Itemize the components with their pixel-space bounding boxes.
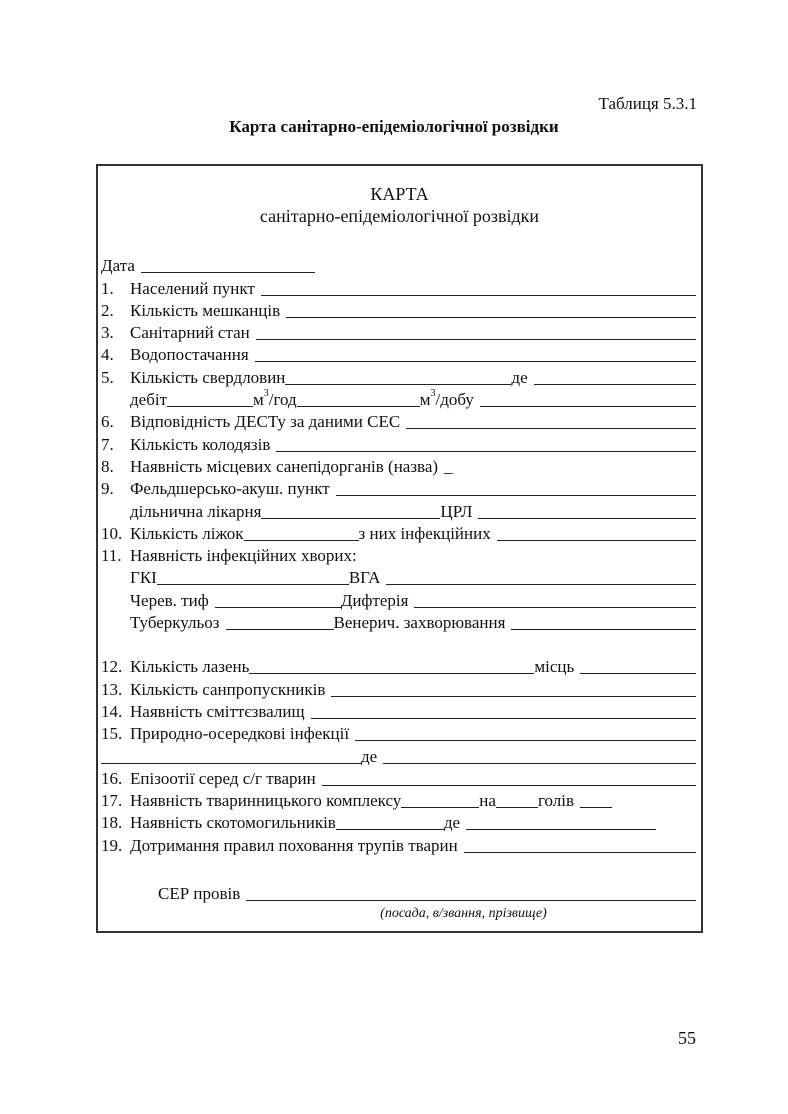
sanitary-card-form (96, 164, 703, 933)
unit-per-day: $м^3$/добу (419, 388, 474, 410)
epizootics-field[interactable] (322, 768, 696, 786)
form-row-5-debit (101, 388, 696, 410)
vga-label: ВГА (348, 568, 381, 588)
district-hospital-label: дільнична лікарня (130, 501, 262, 521)
item-number: 19. (101, 835, 123, 855)
sanitary-checkpoints-field[interactable] (331, 679, 696, 697)
item-label: Наявність місцевих санепідорганів (назва) (130, 456, 439, 476)
page-number: 55 (678, 1028, 696, 1048)
item-label: Природно-осередкові інфекції (130, 724, 350, 744)
local-agencies-field[interactable]: _ (444, 456, 453, 476)
item-label: Кількість санпропускників (130, 679, 326, 699)
item-number: 11. (101, 546, 122, 566)
item-label: Водопостачання (130, 345, 249, 365)
dstu-compliance-field[interactable] (406, 411, 696, 429)
form-row-9 (101, 477, 696, 499)
wells-count-field[interactable] (276, 434, 696, 452)
signature-label: СЕР провів (158, 883, 241, 903)
cattle-burial-location-field[interactable] (466, 812, 656, 830)
item-label: Наявність інфекційних хворих: (130, 546, 357, 566)
places-field[interactable] (580, 656, 696, 674)
item-label: Дотримання правил поховання трупів тварин (130, 835, 458, 855)
landfills-field[interactable] (311, 701, 696, 719)
where-label: де (361, 746, 378, 766)
typhoid-label: Черев. тиф (130, 590, 209, 610)
tuberculosis-label: Туберкульоз (130, 613, 220, 633)
carcass-burial-rules-field[interactable] (464, 835, 696, 853)
item-label: Кількість лазень (130, 657, 250, 677)
form-row-14 (101, 700, 696, 722)
livestock-complex-field[interactable] (401, 790, 479, 808)
form-row-date (101, 254, 696, 276)
form-row-1 (101, 276, 696, 298)
residents-count-field[interactable] (286, 300, 696, 318)
natural-focal-infections-extra-field[interactable] (101, 746, 361, 764)
tuberculosis-field[interactable] (226, 612, 334, 630)
item-label: Кількість ліжок (130, 523, 244, 543)
vga-field[interactable] (386, 567, 696, 585)
debit-extra-field[interactable] (480, 389, 696, 407)
form-rows (101, 254, 696, 922)
form-row-15-where (101, 744, 696, 766)
settlement-field[interactable] (261, 278, 696, 296)
diphtheria-label: Дифтерія (340, 590, 409, 610)
unit-per-hour: $м^3$/год (253, 388, 297, 410)
infectious-beds-field[interactable] (497, 523, 696, 541)
item-number: 1. (101, 278, 114, 298)
venereal-label: Венерич. захворювання (333, 613, 506, 633)
form-row-5 (101, 365, 696, 387)
baths-count-field[interactable] (249, 656, 534, 674)
signature-caption: (посада, в/звання, прізвище) (380, 905, 547, 921)
where-label: де (511, 367, 528, 387)
item-number: 17. (101, 791, 123, 811)
form-row-19 (101, 833, 696, 855)
date-label: Дата (101, 256, 135, 276)
gki-label: ГКІ (130, 568, 157, 588)
form-row-8 (101, 455, 696, 477)
crl-field[interactable] (478, 501, 696, 519)
date-field[interactable] (141, 255, 315, 273)
form-row-11 (101, 544, 696, 566)
form-row-11-tuberculosis (101, 611, 696, 633)
item-number: 18. (101, 813, 123, 833)
item-label: Наявність сміттєзвалищ (130, 701, 305, 721)
card-heading (98, 183, 701, 227)
item-number: 8. (101, 456, 114, 476)
form-row-18 (101, 811, 696, 833)
form-row-10 (101, 522, 696, 544)
item-number: 13. (101, 679, 123, 699)
places-label: місць (534, 657, 575, 677)
item-label: Населений пункт (130, 278, 255, 298)
form-row-9-hospital (101, 499, 696, 521)
livestock-heads-field[interactable] (496, 790, 538, 808)
form-row-17 (101, 789, 696, 811)
form-row-11-typhoid (101, 588, 696, 610)
debit-day-field[interactable] (297, 389, 420, 407)
diphtheria-field[interactable] (414, 590, 696, 608)
form-row-6 (101, 410, 696, 432)
form-row-13 (101, 677, 696, 699)
item-number: 10. (101, 523, 123, 543)
feldsher-point-field[interactable] (336, 478, 696, 496)
natural-focal-location-field[interactable] (383, 746, 696, 764)
card-heading-subtitle: санітарно-епідеміологічної розвідки (259, 206, 540, 226)
item-label: Кількість мешканців (130, 300, 281, 320)
on-label: на (479, 791, 496, 811)
form-row-12 (101, 655, 696, 677)
form-row-11-gki (101, 566, 696, 588)
debit-hour-field[interactable] (167, 389, 253, 407)
district-hospital-field[interactable] (261, 501, 440, 519)
item-label: Кількість колодязів (130, 434, 271, 454)
item-number: 16. (101, 768, 123, 788)
item-label: Кількість свердловин (130, 367, 286, 387)
item-label: Фельдшерсько-акуш. пункт (130, 479, 330, 499)
item-number: 3. (101, 323, 114, 343)
card-heading-title: КАРТА (370, 184, 429, 204)
sanitary-state-field[interactable] (256, 322, 696, 340)
table-number: Таблиця 5.3.1 (598, 94, 697, 113)
item-number: 14. (101, 701, 123, 721)
item-number: 2. (101, 300, 114, 320)
where-label: де (443, 813, 461, 833)
boreholes-count-field[interactable] (285, 367, 511, 385)
boreholes-location-field[interactable] (534, 367, 696, 385)
signature-field[interactable] (246, 883, 696, 901)
water-supply-field[interactable] (255, 344, 696, 362)
form-row-2 (101, 299, 696, 321)
signature-row (101, 880, 696, 904)
crl-label: ЦРЛ (440, 501, 473, 521)
item-number: 15. (101, 724, 123, 744)
form-row-16 (101, 767, 696, 789)
item-number: 7. (101, 434, 114, 454)
item-label: Наявність скотомогильників (130, 813, 336, 833)
item-number: 12. (101, 657, 123, 677)
infectious-beds-label: з них інфекційних (358, 523, 491, 543)
document-title: Карта санітарно-епідеміологічної розвідки (229, 117, 559, 136)
form-row-4 (101, 343, 696, 365)
item-number: 9. (101, 479, 114, 499)
venereal-field[interactable] (511, 612, 696, 630)
beds-count-field[interactable] (244, 523, 359, 541)
form-row-7 (101, 432, 696, 454)
heads-extra-field[interactable] (580, 790, 612, 808)
gki-field[interactable] (157, 567, 349, 585)
natural-focal-infections-field[interactable] (355, 723, 696, 741)
item-number: 6. (101, 412, 114, 432)
item-number: 4. (101, 345, 114, 365)
form-row-3 (101, 321, 696, 343)
item-label: Епізоотії серед с/г тварин (130, 768, 316, 788)
form-row-15 (101, 722, 696, 744)
item-label: Відповідність ДЕСТу за даними СЕС (130, 412, 401, 432)
item-label: Наявність тваринницького комплексу (130, 791, 402, 811)
item-number: 5. (101, 367, 114, 387)
item-label: Санітарний стан (130, 323, 250, 343)
heads-label: голів (537, 791, 575, 811)
debit-label: дебіт (130, 390, 167, 410)
typhoid-field[interactable] (215, 590, 341, 608)
cattle-burial-field[interactable] (336, 812, 444, 830)
